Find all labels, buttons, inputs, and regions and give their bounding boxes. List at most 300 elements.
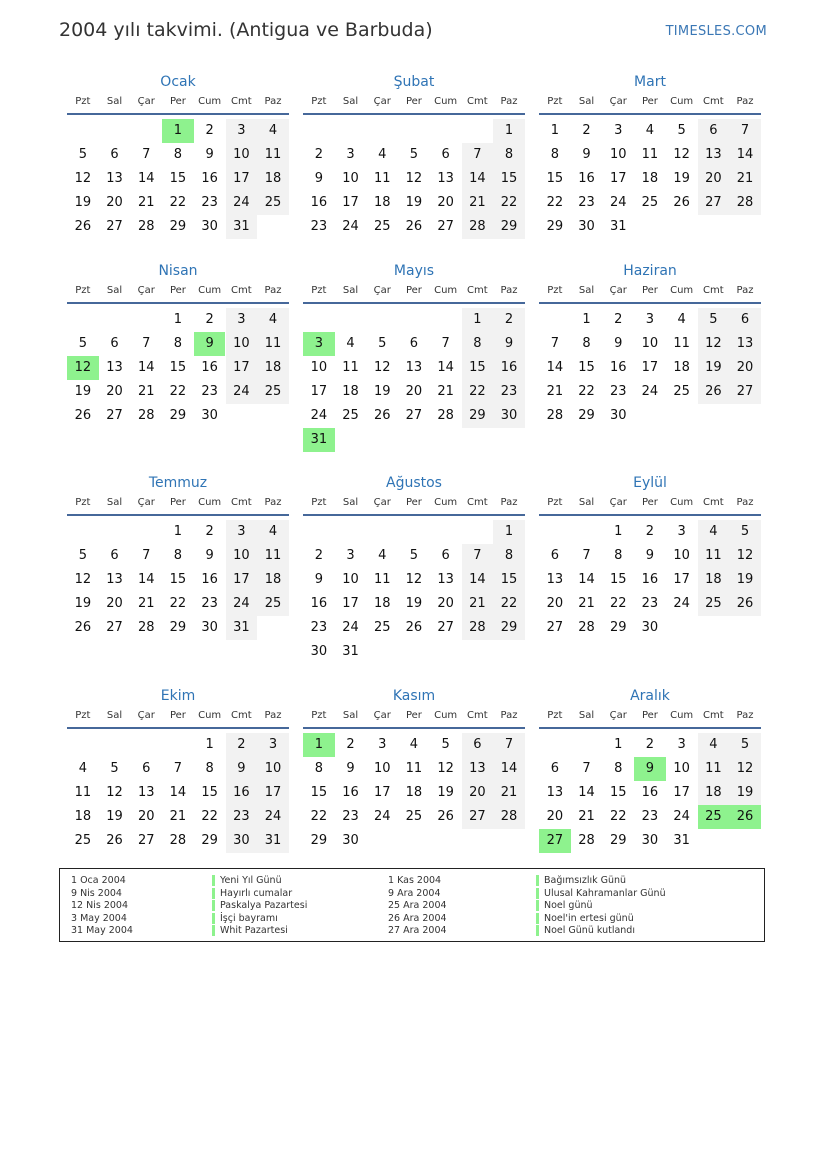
day-cell: 4 [257, 119, 289, 143]
day-cell: 22 [201, 809, 218, 824]
day-cell: 19 [373, 384, 391, 399]
day-cell: 9 [645, 548, 655, 563]
day-cell: 8 [614, 548, 623, 563]
weekday-header: Cum [434, 497, 458, 508]
weekday-header: Sal [342, 285, 359, 296]
month-header-rule [539, 113, 761, 115]
legend-names-right [536, 875, 666, 938]
day-cell: 26 [405, 219, 423, 234]
day-cell: 11 [698, 544, 730, 568]
weekday-header: Pzt [547, 497, 563, 508]
month-name: Aralık [630, 688, 670, 704]
weekday-header: Cum [198, 96, 222, 107]
day-cell: 5 [698, 308, 730, 332]
day-cell: 12 [437, 761, 454, 776]
day-cell: 12 [106, 785, 123, 800]
legend-holiday-date: 31 May 2004 [71, 925, 133, 936]
day-cell: 9 [493, 332, 525, 356]
day-cell: 27 [106, 620, 123, 635]
day-cell: 24 [673, 809, 690, 824]
day-cell: 2 [493, 308, 525, 332]
day-cell: 9 [314, 171, 323, 186]
day-cell: 29 [546, 219, 564, 234]
day-cell: 25 [257, 380, 289, 404]
weekday-header: Paz [264, 285, 282, 296]
day-cell: 17 [226, 356, 258, 380]
day-cell: 17 [673, 785, 690, 800]
day-cell: 14 [462, 167, 494, 191]
day-cell: 6 [441, 147, 450, 162]
day-cell: 19 [405, 195, 423, 210]
day-cell: 21 [137, 384, 155, 399]
month-header-rule [67, 727, 289, 729]
legend-row [212, 900, 307, 913]
day-cell: 8 [462, 332, 494, 356]
day-cell: 31 [226, 616, 258, 640]
day-cell: 21 [729, 167, 761, 191]
weekday-header: Cmt [231, 96, 252, 107]
day-cell: 7 [462, 143, 494, 167]
day-cell: 11 [405, 761, 423, 776]
day-cell: 19 [698, 356, 730, 380]
day-cell: 10 [609, 147, 627, 162]
day-cell: 23 [578, 195, 595, 210]
legend-holiday-name: Yeni Yıl Günü [212, 875, 282, 886]
day-cell: 1 [173, 312, 183, 327]
day-cell: 17 [609, 171, 627, 186]
day-cell: 4 [378, 548, 387, 563]
month-header-rule [67, 113, 289, 115]
day-cell: 20 [437, 596, 454, 611]
day-cell: 29 [462, 404, 494, 428]
day-cell: 11 [373, 572, 391, 587]
day-cell: 16 [226, 781, 258, 805]
day-cell: 14 [137, 360, 155, 375]
day-cell: 26 [106, 833, 123, 848]
legend-holiday-name: Bağımsızlık Günü [536, 875, 626, 886]
day-cell: 27 [405, 408, 423, 423]
day-cell: 4 [257, 520, 289, 544]
weekday-header: Paz [736, 497, 754, 508]
weekday-header: Sal [342, 710, 359, 721]
day-cell: 24 [342, 620, 359, 635]
day-cell: 10 [641, 336, 659, 351]
month-header-rule [303, 727, 525, 729]
day-cell: 1 [493, 119, 525, 143]
day-cell: 19 [729, 781, 761, 805]
weekday-header: Sal [578, 710, 595, 721]
holiday-day-cell: 25 [698, 805, 730, 829]
legend-holiday-name: Noel'in ertesi günü [536, 913, 634, 924]
day-cell: 20 [106, 384, 123, 399]
day-cell: 19 [437, 785, 454, 800]
month-name: Temmuz [148, 475, 208, 491]
day-cell: 5 [78, 548, 87, 563]
legend-row [388, 888, 447, 901]
day-cell: 25 [698, 592, 730, 616]
weekday-header: Pzt [75, 497, 91, 508]
day-cell: 7 [582, 761, 591, 776]
day-cell: 11 [342, 360, 359, 375]
day-cell: 10 [342, 572, 359, 587]
day-cell: 13 [137, 785, 155, 800]
legend-holiday-date: 12 Nis 2004 [71, 900, 128, 911]
holiday-day-cell: 26 [729, 805, 761, 829]
month-header-rule [67, 514, 289, 516]
day-cell: 27 [698, 191, 730, 215]
day-cell: 28 [578, 833, 595, 848]
weekday-header: Paz [264, 497, 282, 508]
day-cell: 4 [78, 761, 87, 776]
day-cell: 22 [578, 384, 595, 399]
day-cell: 24 [609, 195, 627, 210]
day-cell: 13 [437, 171, 454, 186]
day-cell: 20 [462, 781, 494, 805]
day-cell: 27 [437, 620, 454, 635]
day-cell: 23 [226, 805, 258, 829]
day-cell: 24 [310, 408, 328, 423]
day-cell: 6 [462, 733, 494, 757]
legend-row [212, 925, 307, 938]
day-cell: 4 [409, 737, 419, 752]
day-cell: 26 [673, 195, 690, 210]
day-cell: 1 [493, 520, 525, 544]
day-cell: 13 [546, 785, 564, 800]
day-cell: 10 [342, 171, 359, 186]
day-cell: 28 [137, 219, 155, 234]
day-cell: 28 [137, 620, 155, 635]
day-cell: 19 [729, 568, 761, 592]
day-cell: 16 [310, 596, 328, 611]
day-cell: 6 [110, 147, 119, 162]
weekday-header: Paz [264, 96, 282, 107]
month-header-rule [303, 302, 525, 304]
day-cell: 30 [609, 408, 627, 423]
weekday-header: Cum [198, 497, 222, 508]
weekday-header: Per [405, 497, 422, 508]
legend-holiday-name: Paskalya Pazartesi [212, 900, 307, 911]
day-cell: 17 [673, 572, 690, 587]
day-cell: 1 [614, 737, 623, 752]
day-cell: 1 [173, 524, 183, 539]
day-cell: 23 [201, 195, 218, 210]
legend-row [71, 900, 133, 913]
day-cell: 11 [257, 332, 289, 356]
day-cell: 16 [201, 171, 218, 186]
weekday-header: Cmt [231, 285, 252, 296]
day-cell: 9 [205, 147, 214, 162]
site-link[interactable]: TIMESLES.COM [665, 24, 767, 39]
day-cell: 18 [257, 356, 289, 380]
legend-row [536, 875, 666, 888]
day-cell: 9 [582, 147, 591, 162]
day-cell: 13 [405, 360, 423, 375]
weekday-header: Sal [106, 96, 123, 107]
day-cell: 16 [342, 785, 359, 800]
weekday-header: Paz [264, 710, 282, 721]
day-cell: 8 [173, 336, 183, 351]
weekday-header: Cum [670, 497, 694, 508]
day-cell: 17 [342, 195, 359, 210]
day-cell: 15 [169, 360, 187, 375]
day-cell: 19 [673, 171, 690, 186]
day-cell: 24 [641, 384, 659, 399]
day-cell: 14 [169, 785, 187, 800]
day-cell: 20 [437, 195, 454, 210]
day-cell: 8 [173, 147, 183, 162]
weekday-header: Per [641, 710, 658, 721]
day-cell: 7 [582, 548, 591, 563]
weekday-header: Sal [342, 497, 359, 508]
day-cell: 19 [405, 596, 423, 611]
day-cell: 8 [493, 544, 525, 568]
day-cell: 8 [205, 761, 214, 776]
day-cell: 31 [609, 219, 627, 234]
day-cell: 22 [169, 384, 187, 399]
legend-row [388, 913, 447, 926]
day-cell: 1 [582, 312, 591, 327]
day-cell: 22 [169, 596, 187, 611]
legend-row [536, 913, 666, 926]
weekday-header: Paz [500, 497, 518, 508]
day-cell: 24 [342, 219, 359, 234]
day-cell: 13 [437, 572, 454, 587]
day-cell: 3 [614, 123, 623, 138]
day-cell: 30 [310, 644, 328, 659]
day-cell: 7 [550, 336, 559, 351]
day-cell: 21 [578, 596, 595, 611]
month-name: Haziran [623, 263, 677, 279]
weekday-header: Per [405, 96, 422, 107]
holiday-day-cell: 3 [303, 332, 335, 356]
day-cell: 5 [78, 147, 87, 162]
weekday-header: Cmt [467, 96, 488, 107]
day-cell: 7 [462, 544, 494, 568]
day-cell: 15 [578, 360, 595, 375]
day-cell: 12 [373, 360, 391, 375]
weekday-header: Per [641, 497, 658, 508]
day-cell: 3 [346, 147, 355, 162]
day-cell: 15 [609, 785, 627, 800]
day-cell: 8 [614, 761, 623, 776]
day-cell: 3 [645, 312, 655, 327]
day-cell: 2 [582, 123, 591, 138]
weekday-header: Çar [373, 96, 391, 107]
day-cell: 16 [310, 195, 328, 210]
weekday-header: Cum [198, 285, 222, 296]
day-cell: 14 [137, 171, 155, 186]
day-cell: 13 [106, 572, 123, 587]
day-cell: 18 [373, 195, 391, 210]
month-header-rule [303, 514, 525, 516]
day-cell: 10 [673, 548, 690, 563]
day-cell: 25 [405, 809, 423, 824]
day-cell: 10 [226, 143, 258, 167]
day-cell: 17 [310, 384, 328, 399]
day-cell: 31 [673, 833, 690, 848]
day-cell: 7 [142, 548, 151, 563]
day-cell: 30 [641, 620, 659, 635]
day-cell: 13 [106, 171, 123, 186]
weekday-header: Pzt [75, 96, 91, 107]
day-cell: 2 [314, 548, 323, 563]
day-cell: 6 [409, 336, 419, 351]
day-cell: 15 [310, 785, 328, 800]
day-cell: 15 [609, 572, 627, 587]
holiday-day-cell: 27 [539, 829, 571, 853]
day-cell: 3 [226, 119, 258, 143]
legend-holiday-name: İşçi bayramı [212, 913, 278, 924]
weekday-header: Cum [434, 285, 458, 296]
weekday-header: Cum [670, 285, 694, 296]
legend-holiday-name: Hayırlı cumalar [212, 888, 292, 899]
legend-row [388, 900, 447, 913]
day-cell: 29 [578, 408, 595, 423]
day-cell: 22 [493, 191, 525, 215]
day-cell: 3 [677, 524, 686, 539]
day-cell: 6 [142, 761, 151, 776]
day-cell: 26 [729, 592, 761, 616]
day-cell: 20 [106, 596, 123, 611]
weekday-header: Pzt [547, 285, 563, 296]
weekday-header: Cmt [231, 497, 252, 508]
day-cell: 22 [310, 809, 328, 824]
day-cell: 2 [205, 524, 214, 539]
day-cell: 28 [169, 833, 187, 848]
day-cell: 19 [106, 809, 123, 824]
weekday-header: Cum [434, 96, 458, 107]
weekday-header: Sal [106, 710, 123, 721]
day-cell: 30 [226, 829, 258, 853]
weekday-header: Pzt [311, 96, 327, 107]
day-cell: 29 [169, 219, 187, 234]
day-cell: 27 [106, 408, 123, 423]
weekday-header: Cmt [703, 710, 724, 721]
day-cell: 1 [550, 123, 559, 138]
day-cell: 29 [169, 408, 187, 423]
weekday-header: Çar [609, 96, 627, 107]
day-cell: 15 [546, 171, 564, 186]
day-cell: 9 [614, 336, 623, 351]
day-cell: 2 [645, 524, 655, 539]
day-cell: 24 [226, 191, 258, 215]
day-cell: 4 [698, 520, 730, 544]
weekday-header: Sal [578, 497, 595, 508]
day-cell: 15 [169, 572, 187, 587]
day-cell: 8 [173, 548, 183, 563]
day-cell: 20 [698, 167, 730, 191]
day-cell: 28 [729, 191, 761, 215]
day-cell: 11 [698, 757, 730, 781]
day-cell: 24 [257, 805, 289, 829]
day-cell: 17 [226, 167, 258, 191]
day-cell: 24 [226, 380, 258, 404]
weekday-header: Cum [434, 710, 458, 721]
month-name: Ekim [160, 688, 196, 704]
day-cell: 16 [201, 360, 218, 375]
day-cell: 3 [257, 733, 289, 757]
month-header-rule [67, 302, 289, 304]
day-cell: 27 [137, 833, 155, 848]
weekday-header: Çar [373, 497, 391, 508]
day-cell: 9 [346, 761, 355, 776]
weekday-header: Çar [373, 285, 391, 296]
day-cell: 14 [729, 143, 761, 167]
month-name: Şubat [393, 74, 435, 90]
legend-row [71, 875, 133, 888]
day-cell: 11 [257, 544, 289, 568]
day-cell: 25 [257, 191, 289, 215]
day-cell: 20 [546, 596, 564, 611]
legend-holiday-date: 9 Ara 2004 [388, 887, 441, 899]
day-cell: 20 [546, 809, 564, 824]
day-cell: 6 [110, 548, 119, 563]
day-cell: 21 [462, 191, 494, 215]
day-cell: 30 [201, 620, 218, 635]
month-name: Mart [634, 74, 666, 90]
day-cell: 4 [257, 308, 289, 332]
day-cell: 10 [226, 544, 258, 568]
month-name: Eylül [633, 475, 667, 491]
weekday-header: Sal [342, 96, 359, 107]
day-cell: 12 [729, 757, 761, 781]
day-cell: 29 [609, 620, 627, 635]
day-cell: 28 [462, 215, 494, 239]
day-cell: 30 [201, 408, 218, 423]
legend-row [212, 913, 307, 926]
day-cell: 7 [142, 336, 151, 351]
holiday-day-cell: 9 [634, 757, 666, 781]
day-cell: 2 [226, 733, 258, 757]
day-cell: 16 [578, 171, 595, 186]
legend-holiday-date: 25 Ara 2004 [388, 900, 447, 911]
weekday-header: Pzt [75, 710, 91, 721]
day-cell: 29 [609, 833, 627, 848]
weekday-header: Sal [578, 96, 595, 107]
day-cell: 17 [257, 781, 289, 805]
legend-row [388, 925, 447, 938]
legend-names-left [212, 875, 307, 938]
day-cell: 23 [201, 384, 218, 399]
day-cell: 1 [614, 524, 623, 539]
weekday-header: Per [641, 285, 658, 296]
day-cell: 2 [645, 737, 655, 752]
day-cell: 5 [78, 336, 87, 351]
day-cell: 14 [462, 568, 494, 592]
day-cell: 23 [342, 809, 359, 824]
day-cell: 13 [546, 572, 564, 587]
day-cell: 6 [441, 548, 450, 563]
day-cell: 29 [201, 833, 218, 848]
day-cell: 26 [698, 380, 730, 404]
day-cell: 30 [342, 833, 359, 848]
day-cell: 18 [698, 781, 730, 805]
day-cell: 2 [205, 312, 214, 327]
holiday-day-cell: 31 [303, 428, 335, 452]
day-cell: 14 [578, 785, 595, 800]
weekday-header: Çar [609, 285, 627, 296]
day-cell: 31 [226, 215, 258, 239]
weekday-header: Pzt [547, 96, 563, 107]
weekday-header: Cmt [467, 710, 488, 721]
day-cell: 6 [729, 308, 761, 332]
day-cell: 10 [673, 761, 690, 776]
day-cell: 30 [641, 833, 659, 848]
day-cell: 6 [698, 119, 730, 143]
weekday-header: Per [169, 285, 186, 296]
day-cell: 11 [641, 147, 659, 162]
day-cell: 4 [698, 733, 730, 757]
